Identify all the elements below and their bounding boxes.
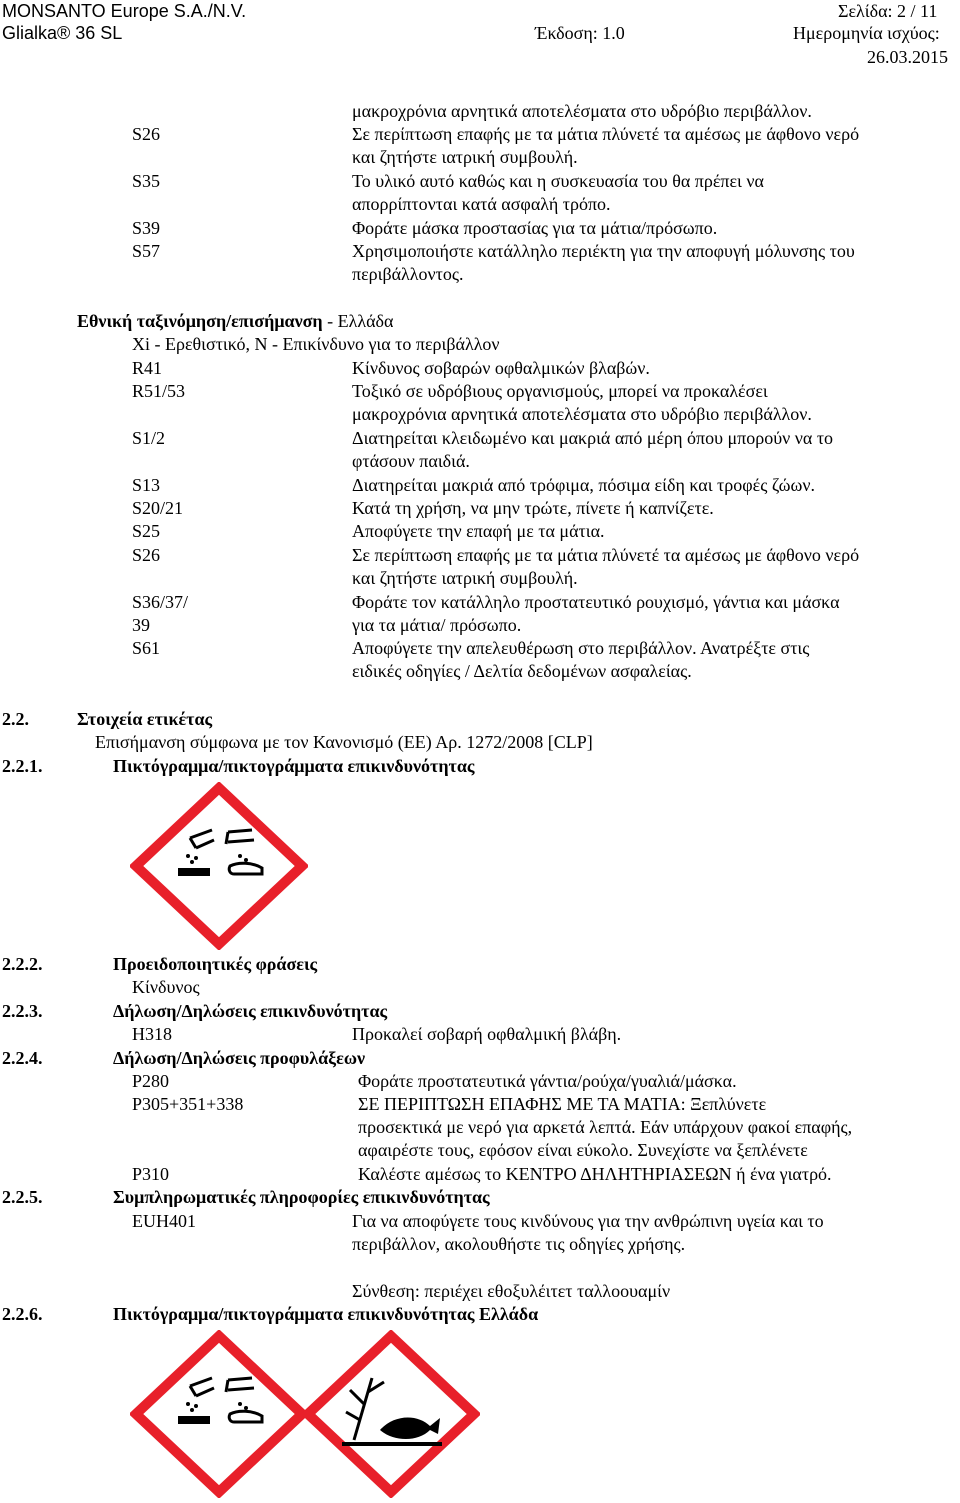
s-code: S13 xyxy=(132,475,161,495)
s-text: Αποφύγετε την επαφή με τα μάτια. xyxy=(352,521,605,541)
p-text: Καλέστε αμέσως το ΚΕΝΤΡΟ ΔΗΛΗΤΗΡΙΑΣΕΩΝ ή ένα γιατρό. xyxy=(358,1164,832,1184)
section-title: Προειδοποιητικές φράσεις xyxy=(113,954,318,974)
product-name: Glialka® 36 SL xyxy=(2,23,123,43)
section-title: Στοιχεία ετικέτας xyxy=(77,709,213,729)
s-code: S25 xyxy=(132,521,161,541)
ghs-environment-pictogram xyxy=(302,1330,480,1498)
signal-word: Κίνδυνος xyxy=(132,977,200,997)
section-number: 2.2.2. xyxy=(2,954,43,974)
r-code: R41 xyxy=(132,358,163,378)
s-code: S26 xyxy=(132,545,161,565)
s-text: και ζητήστε ιατρική συμβουλή. xyxy=(352,568,578,588)
page-number: Σελίδα: 2 / 11 xyxy=(838,1,938,21)
p-text: Φοράτε προστατευτικά γάντια/ρούχα/γυαλιά/μάσκα. xyxy=(358,1071,737,1091)
label-regulation: Επισήμανση σύμφωνα με τον Κανονισμό (ΕΕ) Αρ. 1272/2008 [CLP] xyxy=(95,732,593,752)
national-hazard-symbols: Xi - Ερεθιστικό, N - Επικίνδυνο για το περιβάλλον xyxy=(132,334,500,354)
national-country: - Ελλάδα xyxy=(322,311,394,331)
s-text: φτάσουν παιδιά. xyxy=(352,451,470,471)
p-text: ΣΕ ΠΕΡΙΠΤΩΣΗ ΕΠΑΦΗΣ ΜΕ ΤΑ ΜΑΤΙΑ: Ξεπλύνετε xyxy=(358,1094,767,1114)
section-number: 2.2.3. xyxy=(2,1001,43,1021)
s-text: περιβάλλοντος. xyxy=(352,264,464,284)
s-text: για τα μάτια/ πρόσωπο. xyxy=(352,615,522,635)
s-code: S61 xyxy=(132,638,161,658)
r-code: R51/53 xyxy=(132,381,186,401)
s-text: Φοράτε τον κατάλληλο προστατευτικό ρουχισμό, γάντια και μάσκα xyxy=(352,592,840,612)
s-text: Χρησιμοποιήστε κατάλληλο περιέκτη για την αποφυγή μόλυνσης του xyxy=(352,241,855,261)
revision-date-label: Ημερομηνία ισχύος: xyxy=(793,23,940,43)
section-title: Πικτόγραμμα/πικτογράμματα επικινδυνότητας xyxy=(113,756,475,776)
r-text: μακροχρόνια αρνητικά αποτελέσματα στο υδρόβιο περιβάλλον. xyxy=(352,404,812,424)
section-title: Συμπληρωματικές πληροφορίες επικινδυνότητας xyxy=(113,1187,490,1207)
s-text: Το υλικό αυτό καθώς και η συσκευασία του θα πρέπει να xyxy=(352,171,764,191)
section-number: 2.2.5. xyxy=(2,1187,43,1207)
s-text: ειδικές οδηγίες / Δελτία δεδομένων ασφαλείας. xyxy=(352,661,692,681)
s-code: S20/21 xyxy=(132,498,184,518)
p-code: P280 xyxy=(132,1071,170,1091)
s-phrase-continued: μακροχρόνια αρνητικά αποτελέσματα στο υδρόβιο περιβάλλον. xyxy=(352,101,812,121)
s-text: Διατηρείται κλειδωμένο και μακριά από μέρη όπου μπορούν να το xyxy=(352,428,834,448)
section-title: Δήλωση/Δηλώσεις επικινδυνότητας xyxy=(113,1001,388,1021)
s-code: S26 xyxy=(132,124,161,144)
ghs-corrosion-pictogram xyxy=(130,1330,308,1498)
p-text: αφαιρέστε τους, εφόσον είναι εύκολο. Συνεχίστε να ξεπλένετε xyxy=(358,1140,808,1160)
s-text: Σε περίπτωση επαφής με τα μάτια πλύνετέ τα αμέσως με άφθονο νερό xyxy=(352,545,860,565)
section-number: 2.2.6. xyxy=(2,1304,43,1324)
company-name: MONSANTO Europe S.A./N.V. xyxy=(2,1,247,21)
s-text: Σε περίπτωση επαφής με τα μάτια πλύνετέ τα αμέσως με άφθονο νερό xyxy=(352,124,860,144)
r-text: Κίνδυνος σοβαρών οφθαλμικών βλαβών. xyxy=(352,358,650,378)
section-number: 2.2. xyxy=(2,709,29,729)
s-code: S1/2 xyxy=(132,428,166,448)
s-text: και ζητήστε ιατρική συμβουλή. xyxy=(352,147,578,167)
version: Έκδοση: 1.0 xyxy=(535,23,625,43)
national-title-text: Εθνική ταξινόμηση/επισήμανση xyxy=(77,311,323,331)
h-code: H318 xyxy=(132,1024,172,1044)
section-title: Δήλωση/Δηλώσεις προφυλάξεων xyxy=(113,1048,366,1068)
h-text: Προκαλεί σοβαρή οφθαλμική βλάβη. xyxy=(352,1024,622,1044)
national-classification-title xyxy=(77,310,393,332)
p-code: P305+351+338 xyxy=(132,1094,244,1114)
ghs-corrosion-pictogram xyxy=(130,782,308,950)
euh-text: περιβάλλον, ακολουθήστε τις οδηγίες χρήσης. xyxy=(352,1234,686,1254)
section-number: 2.2.4. xyxy=(2,1048,43,1068)
s-text: Διατηρείται μακριά από τρόφιμα, πόσιμα είδη και τροφές ζώων. xyxy=(352,475,815,495)
r-text: Τοξικό σε υδρόβιους οργανισμούς, μπορεί να προκαλέσει xyxy=(352,381,768,401)
s-code: S39 xyxy=(132,218,161,238)
s-text: Αποφύγετε την απελευθέρωση στο περιβάλλον. Ανατρέξτε στις xyxy=(352,638,810,658)
s-code: S57 xyxy=(132,241,161,261)
revision-date: 26.03.2015 xyxy=(867,47,948,67)
s-code: S35 xyxy=(132,171,161,191)
euh-code: EUH401 xyxy=(132,1211,196,1231)
p-text: προσεκτικά με νερό για αρκετά λεπτά. Εάν υπάρχουν φακοί επαφής, xyxy=(358,1117,853,1137)
s-code: 39 xyxy=(132,615,150,635)
s-text: Κατά τη χρήση, να μην τρώτε, πίνετε ή καπνίζετε. xyxy=(352,498,714,518)
s-text: Φοράτε μάσκα προστασίας για τα μάτια/πρόσωπο. xyxy=(352,218,718,238)
section-number: 2.2.1. xyxy=(2,756,43,776)
s-text: απορρίπτονται κατά ασφαλή τρόπο. xyxy=(352,194,611,214)
p-code: P310 xyxy=(132,1164,170,1184)
euh-text: Για να αποφύγετε τους κινδύνους για την ανθρώπινη υγεία και το xyxy=(352,1211,824,1231)
composition-note: Σύνθεση: περιέχει εθοξυλέιτετ ταλλοουαμίν xyxy=(352,1281,671,1301)
section-title: Πικτόγραμμα/πικτογράμματα επικινδυνότητας Ελλάδα xyxy=(113,1304,539,1324)
s-code: S36/37/ xyxy=(132,592,189,612)
